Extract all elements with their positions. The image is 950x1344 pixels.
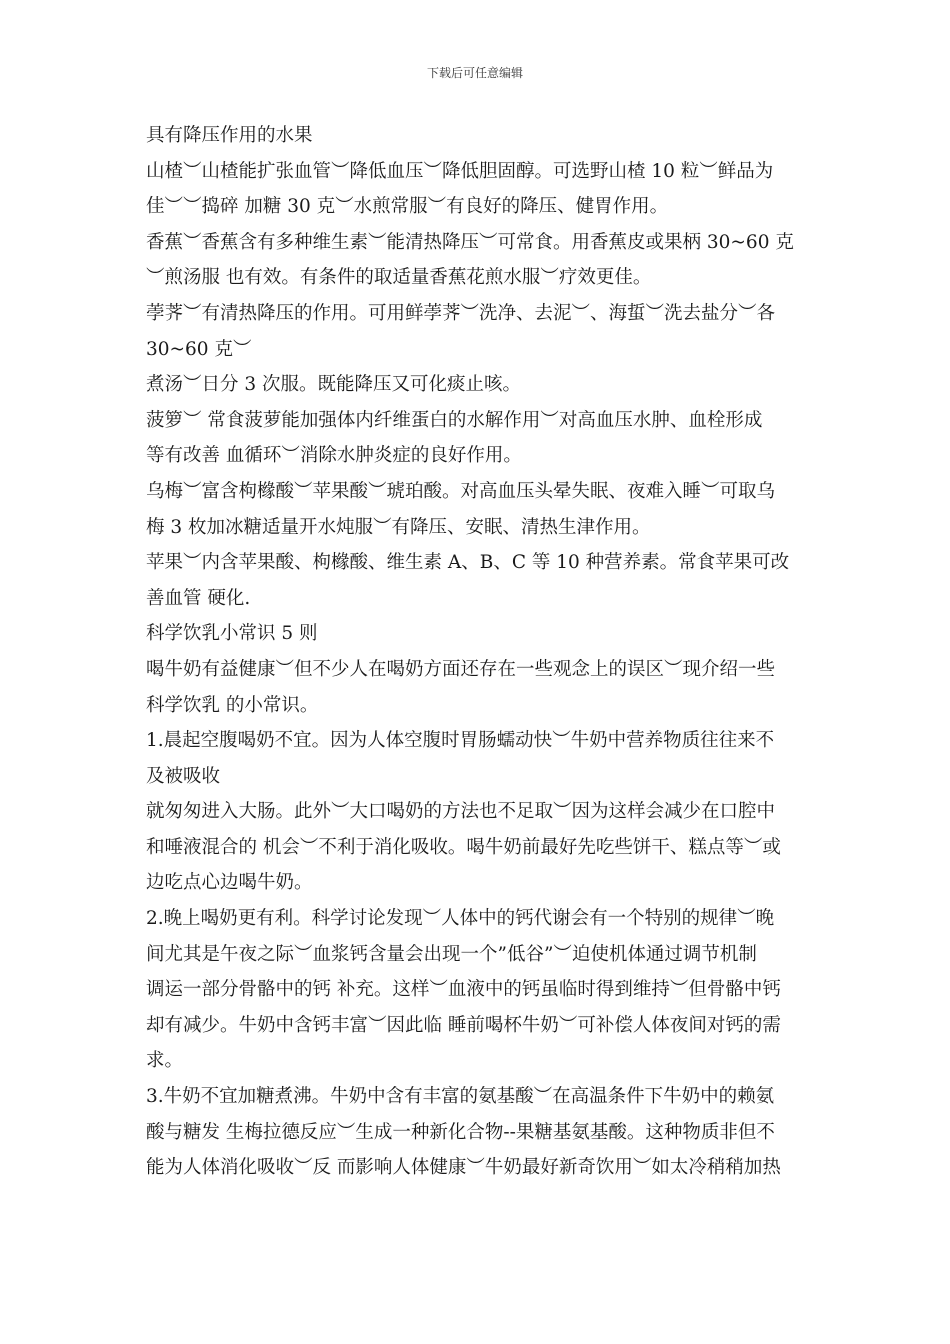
text-line: 科学饮乳 的小常识。 bbox=[146, 694, 319, 716]
text-line: 能为人体消化吸收︶反 而影响人体健康︶牛奶最好新奇饮用︶如太冷稍稍加热 bbox=[146, 1157, 781, 1179]
document-body bbox=[146, 118, 814, 1186]
text-line: 煮汤︶日分 3 次服。既能降压又可化痰止咳。 bbox=[146, 374, 522, 396]
text-line: 乌梅︶富含枸橼酸︶苹果酸︶琥珀酸。对高血压头晕失眠、夜难入睡︶可取乌 bbox=[146, 480, 776, 502]
text-line: 梅 3 枚加冰糖适量开水炖服︶有降压、安眠、清热生津作用。 bbox=[146, 516, 651, 538]
text-line: 1.晨起空腹喝奶不宜。因为人体空腹时胃肠蠕动快︶牛奶中营养物质往往来不 bbox=[146, 730, 775, 752]
text-line: 苹果︶内含苹果酸、枸橼酸、维生素 A、B、C 等 10 种营养素。常食苹果可改 bbox=[146, 552, 790, 574]
text-line: 喝牛奶有益健康︶但不少人在喝奶方面还存在一些观念上的误区︶现介绍一些 bbox=[146, 658, 776, 680]
text-line: 酸与糖发 生梅拉德反应︶生成一种新化合物--果糖基氨基酸。这种物质非但不 bbox=[146, 1121, 775, 1143]
text-line: 间尤其是午夜之际︶血浆钙含量会出现一个”低谷”︶迫使机体通过调节机制 bbox=[146, 943, 757, 965]
text-line: 等有改善 血循环︶消除水肿炎症的良好作用。 bbox=[146, 445, 522, 467]
text-line: 菠箩︶ 常食菠萝能加强体内纤维蛋白的水解作用︶对高血压水肿、血栓形成 bbox=[146, 409, 763, 431]
text-line: 荸荠︶有清热降压的作用。可用鲜荸荠︶洗净、去泥︶、海蜇︶洗去盐分︶各 bbox=[146, 302, 776, 324]
text-line: 香蕉︶香蕉含有多种维生素︶能清热降压︶可常食。用香蕉皮或果柄 30~60 克 bbox=[146, 231, 794, 253]
text-line: 善血管 硬化. bbox=[146, 587, 251, 609]
text-line: 山楂︶山楂能扩张血管︶降低血压︶降低胆固醇。可选野山楂 10 粒︶鲜品为 bbox=[146, 160, 774, 182]
text-line: 具有降压作用的水果 bbox=[146, 125, 313, 146]
text-line: 就匆匆进入大肠。此外︶大口喝奶的方法也不足取︶因为这样会减少在口腔中 bbox=[146, 801, 776, 823]
text-line: 边吃点心边喝牛奶。 bbox=[146, 872, 313, 894]
text-line: 调运一部分骨骼中的钙 补充。这样︶血液中的钙虽临时得到维持︶但骨骼中钙 bbox=[146, 979, 781, 1001]
text-line: 科学饮乳小常识 5 则 bbox=[146, 623, 318, 645]
text-line: 30~60 克︶ bbox=[146, 338, 252, 360]
text-line: 及被吸收 bbox=[146, 765, 221, 787]
page-header-note: 下载后可任意编辑 bbox=[426, 66, 523, 80]
text-line: 求。 bbox=[146, 1050, 184, 1072]
text-line: 却有减少。牛奶中含钙丰富︶因此临 睡前喝杯牛奶︶可补偿人体夜间对钙的需 bbox=[146, 1014, 781, 1036]
text-line: 和唾液混合的 机会︶不利于消化吸收。喝牛奶前最好先吃些饼干、糕点等︶或 bbox=[146, 836, 781, 858]
text-line: ︶煎汤服 也有效。有条件的取适量香蕉花煎水服︶疗效更佳。 bbox=[146, 267, 652, 289]
text-line: 2.晚上喝奶更有利。科学讨论发现︶人体中的钙代谢会有一个特别的规律︶晚 bbox=[146, 908, 775, 930]
text-line: 佳︶︶捣碎 加糖 30 克︶水煎常服︶有良好的降压、健胃作用。 bbox=[146, 196, 669, 218]
text-line: 3.牛奶不宜加糖煮沸。牛奶中含有丰富的氨基酸︶在高温条件下牛奶中的赖氨 bbox=[146, 1086, 775, 1108]
